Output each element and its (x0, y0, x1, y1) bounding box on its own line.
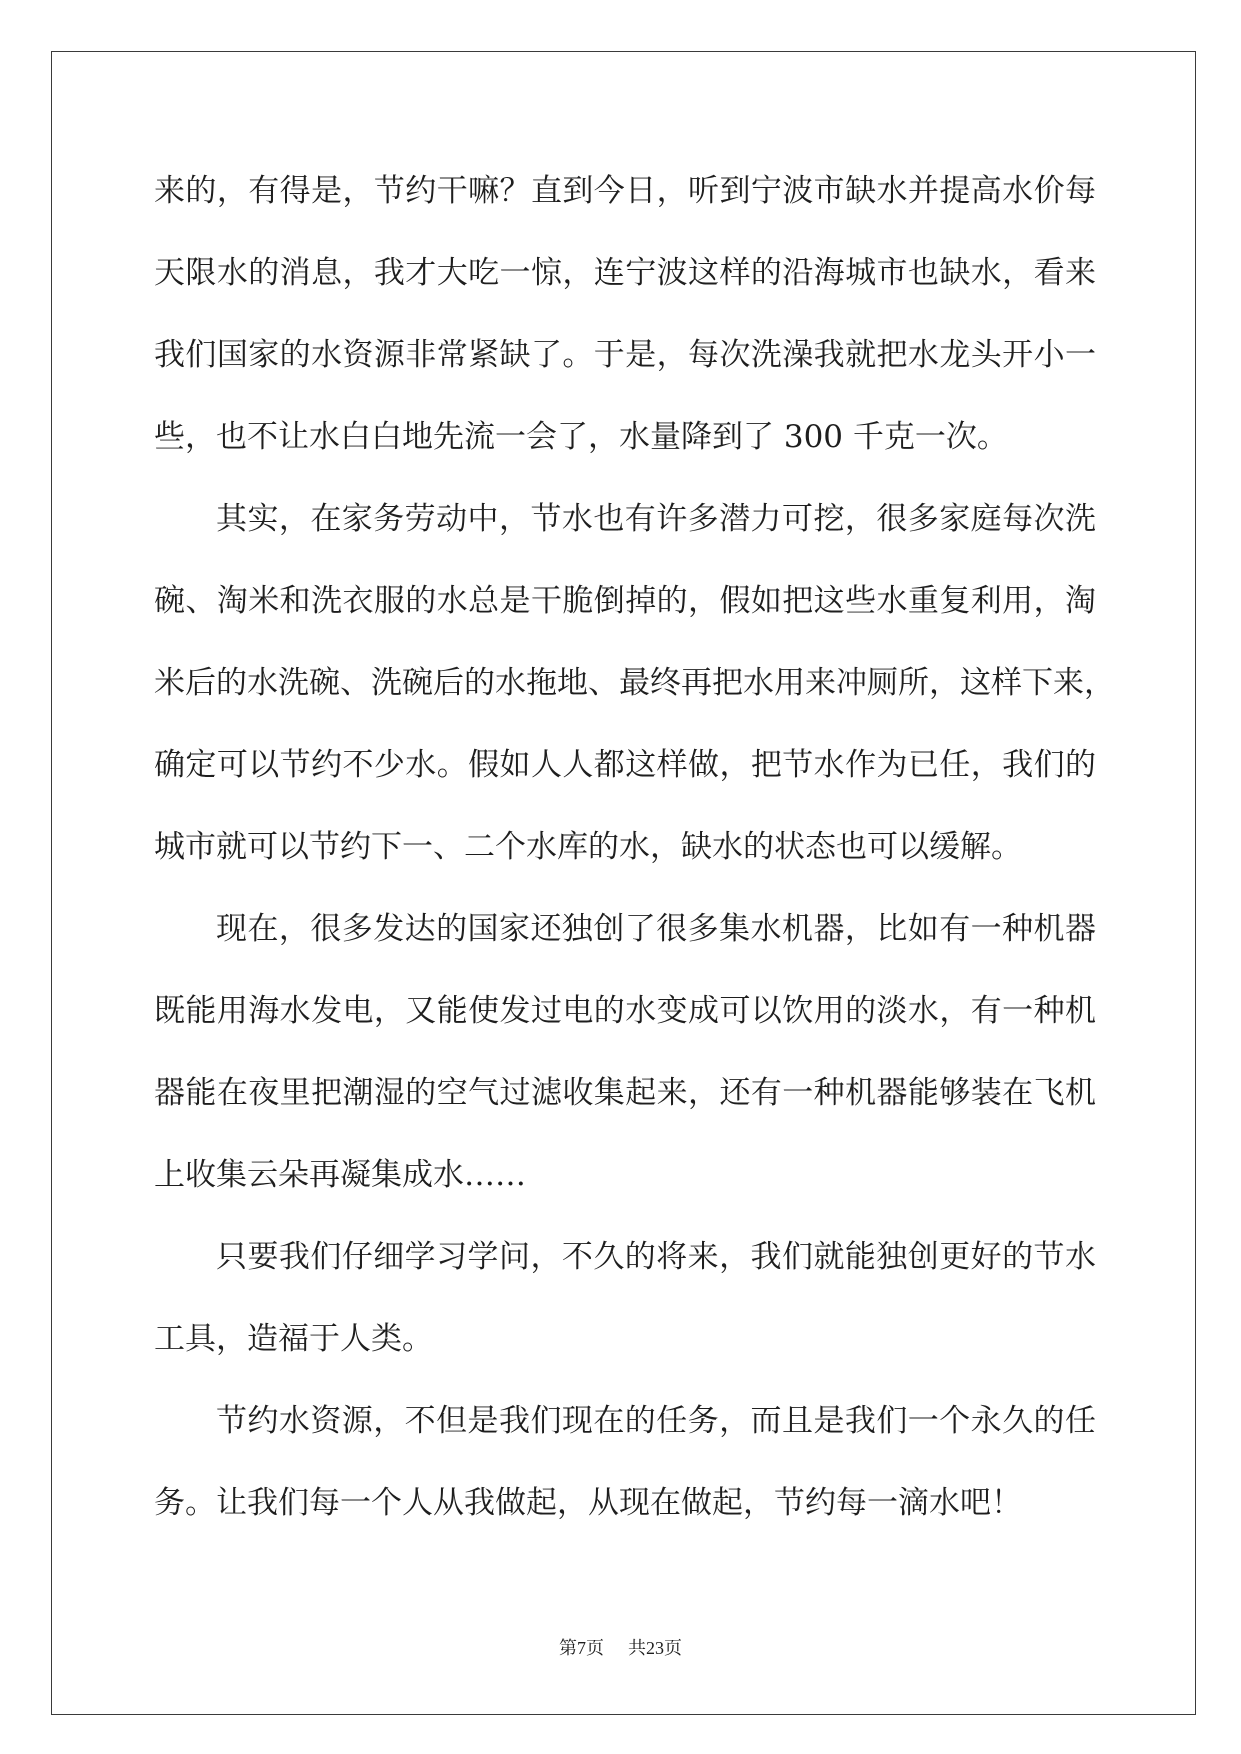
text-line: 我们国家的水资源非常紧缺了。于是，每次洗澡我就把水龙头开小一 (154, 337, 1096, 373)
text-line: 碗、淘米和洗衣服的水总是干脆倒掉的，假如把这些水重复利用，淘 (154, 583, 1096, 619)
document-body (154, 150, 1115, 1544)
text-line: 天限水的消息，我才大吃一惊，连宁波这样的沿海城市也缺水，看来 (154, 255, 1096, 291)
paragraph (154, 478, 1115, 888)
page-number: 第7页 (559, 1638, 604, 1658)
text-line: 确定可以节约不少水。假如人人都这样做，把节水作为已任，我们的 (154, 747, 1096, 783)
text-line: 器能在夜里把潮湿的空气过滤收集起来，还有一种机器能够装在飞机 (154, 1075, 1096, 1111)
page-footer (0, 1636, 1241, 1660)
text-line: 米后的水洗碗、洗碗后的水拖地、最终再把水用来冲厕所，这样下来， (154, 665, 1115, 701)
text-line: 上收集云朵再凝集成水…… (154, 1157, 526, 1193)
text-line: 来的，有得是，节约干嘛？直到今日，听到宁波市缺水并提高水价每 (154, 173, 1096, 209)
text-line: 节约水资源，不但是我们现在的任务，而且是我们一个永久的任 (216, 1403, 1096, 1439)
text-line: 些，也不让水白白地先流一会了，水量降到了 300 千克一次。 (154, 419, 1008, 455)
paragraph (154, 150, 1096, 478)
text-line: 既能用海水发电，又能使发过电的水变成可以饮用的淡水，有一种机 (154, 993, 1096, 1029)
paragraph (154, 888, 1096, 1216)
text-line: 城市就可以节约下一、二个水库的水，缺水的状态也可以缓解。 (154, 829, 1022, 865)
paragraph (154, 1380, 1096, 1544)
text-line: 只要我们仔细学习学问，不久的将来，我们就能独创更好的节水 (216, 1239, 1096, 1275)
text-line: 工具，造福于人类。 (154, 1321, 433, 1357)
text-line: 现在，很多发达的国家还独创了很多集水机器，比如有一种机器 (216, 911, 1096, 947)
page-total: 共23页 (628, 1638, 682, 1658)
text-line: 其实，在家务劳动中，节水也有许多潜力可挖，很多家庭每次洗 (216, 501, 1096, 537)
text-line: 务。让我们每一个人从我做起，从现在做起，节约每一滴水吧！ (154, 1485, 1022, 1521)
paragraph (154, 1216, 1096, 1380)
